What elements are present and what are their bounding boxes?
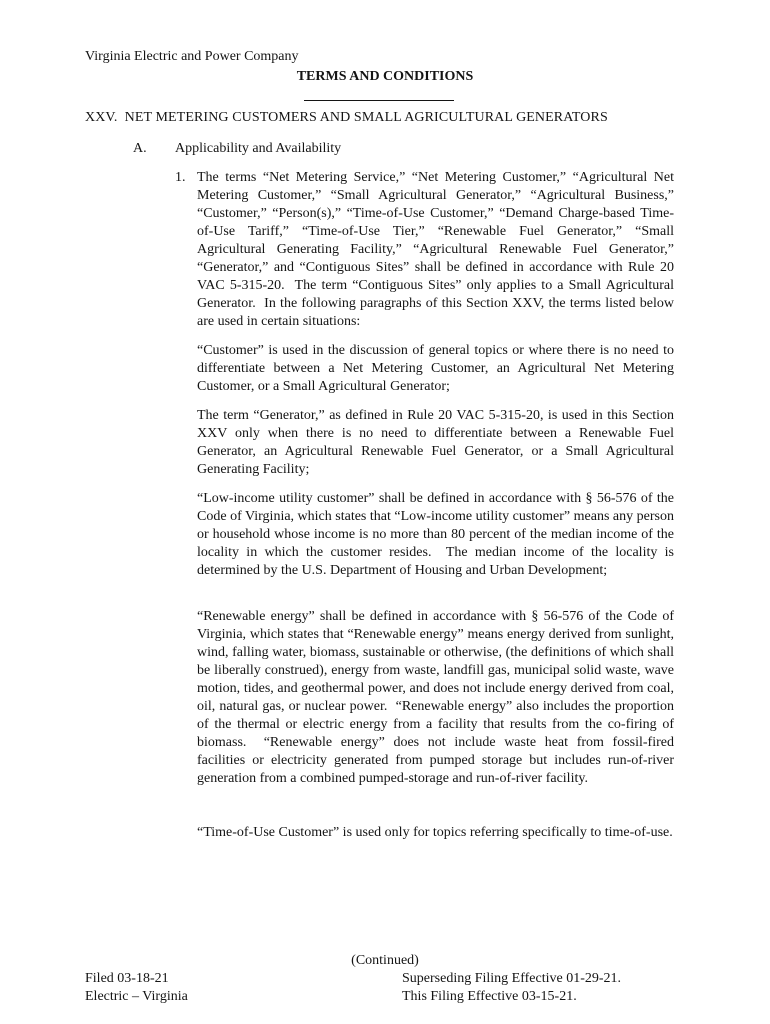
item-number: 1. bbox=[175, 170, 186, 185]
paragraph-defined-terms: The terms “Net Metering Service,” “Net Metering Customer,” “Agricultural Net Metering Customer,” “Small Agricultural Generator,” “Agricultural Business,” “Customer,” “Person(s),” “Time-of-Use Customer,” “Demand Charge-based Time-of-Use Tariff,” “Time-of-Use Tier,” “Renewable Fuel Generator,” “Small Agricultural Generating Facility,” “Agricultural Renewable Fuel Generator,” “Generator,” and “Contiguous Sites” shall be defined in accordance with Rule 20 VAC 5-315-20. The term “Contiguous Sites” only applies to a Small Agricultural Generator. In the following paragraphs of this Section XXV, the terms listed below are used in certain situations: bbox=[197, 170, 678, 329]
paragraph-time-of-use-definition: “Time-of-Use Customer” is used only for topics referring specifically to time-of-use. bbox=[197, 825, 673, 840]
paragraph-renewable-energy-definition: “Renewable energy” shall be defined in accordance with § 56-576 of the Code of Virginia, which states that “Renewable energy” means energy derived from sunlight, wind, falling water, biomass, sustainable or otherwise, (the definitions of which shall be liberally construed), energy from waste, landfill gas, municipal solid waste, wave motion, tides, and geothermal power, and does not include energy derived from coal, oil, natural gas, or nuclear power. “Renewable energy” also includes the proportion of the thermal or electric energy from a facility that results from the co-firing of biomass. “Renewable energy” does not include waste heat from fossil-fired facilities or electricity generated from pumped storage but includes run-of-river generation from a combined pumped-storage and run-of-river facility. bbox=[197, 609, 678, 786]
paragraph-low-income-definition: “Low-income utility customer” shall be defined in accordance with § 56-576 of the Code of Virginia, which states that “Low-income utility customer” means any person or household whose income is no more than 80 percent of the median income of the locality in which the customer resides. The median income of the locality is determined by the U.S. Department of Housing and Urban Development; bbox=[197, 491, 678, 578]
paragraph-generator-definition: The term “Generator,” as defined in Rule 20 VAC 5-315-20, is used in this Section XXV only when there is no need to differentiate between a Renewable Fuel Generator, an Agricultural Renewable Fuel Generator, or a Small Agricultural Generating Facility; bbox=[197, 408, 674, 477]
section-heading: XXV. NET METERING CUSTOMERS AND SMALL AGRICULTURAL GENERATORS bbox=[85, 110, 608, 125]
effective-filing: This Filing Effective 03-15-21. bbox=[402, 989, 577, 1004]
continued-note: (Continued) bbox=[351, 953, 419, 968]
tariff-category: Electric – Virginia bbox=[85, 989, 188, 1004]
document-title: TERMS AND CONDITIONS bbox=[296, 69, 474, 84]
filed-date: Filed 03-18-21 bbox=[85, 971, 169, 986]
subsection-letter: A. bbox=[133, 141, 147, 156]
footer-right bbox=[402, 970, 621, 1006]
subsection-title: Applicability and Availability bbox=[175, 141, 342, 156]
title-divider bbox=[304, 100, 454, 101]
paragraph-customer-definition: “Customer” is used in the discussion of general topics or where there is no need to differentiate between a Net Metering Customer, an Agricultural Net Metering Customer, or a Small Agricultural Generator; bbox=[197, 343, 674, 394]
superseding-filing: Superseding Filing Effective 01-29-21. bbox=[402, 971, 622, 986]
footer-left bbox=[85, 970, 188, 1006]
company-name: Virginia Electric and Power Company bbox=[85, 49, 299, 64]
